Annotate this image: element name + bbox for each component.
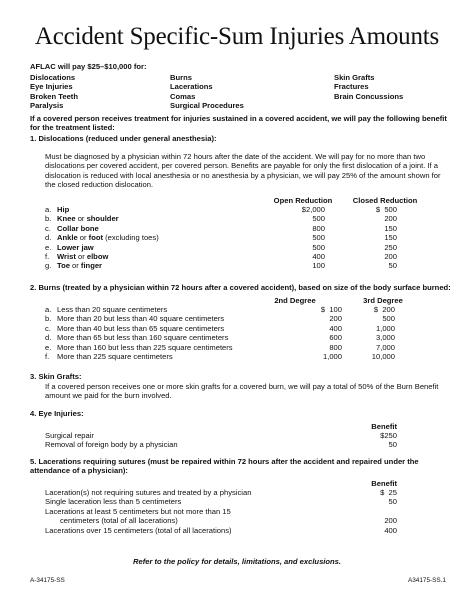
dislocation-row: [45, 252, 450, 261]
laceration-row: [45, 497, 397, 506]
row-label: [57, 261, 102, 270]
closed-reduction-value: 50: [388, 261, 397, 271]
row-letter: d.: [45, 233, 52, 243]
row-letter: f.: [45, 351, 50, 361]
injury-column-3: [334, 73, 403, 101]
open-reduction-value: 100: [312, 261, 325, 271]
row-letter: b.: [45, 214, 52, 224]
dislocation-row: [45, 233, 450, 242]
page-title: Accident Specific-Sum Injuries Amounts: [34, 23, 440, 50]
benefit-value: $ 25: [380, 488, 397, 497]
row-label: Surgical repair: [45, 431, 94, 440]
row-letter: e.: [45, 242, 52, 252]
injury-item: Fractures: [334, 82, 369, 92]
row-label-bold: Collar bone: [57, 223, 99, 233]
burn-row: [45, 343, 450, 352]
second-degree-header: 2nd Degree: [274, 296, 316, 305]
third-degree-value: $ 200: [373, 305, 395, 314]
eye-benefit-header: Benefit: [371, 422, 397, 431]
row-label-connector: or: [77, 233, 89, 243]
open-reduction-value: 400: [312, 251, 325, 261]
dislocations-heading: 1. Dislocations (reduced under general anesthesia):: [30, 134, 217, 143]
row-letter: a.: [45, 205, 52, 214]
row-letter: c.: [45, 323, 51, 333]
dislocations-description: Must be diagnosed by a physician within 72 hours after the date of the accident. We will pay for no more than two dislocations per covered accident, per covered person. Benefits are payable for only the first dislocation of a joint. If a dislocation is reduced with local anesthesia or no anesthesia by a physician, we will pay 25% of the amount shown for the closed reduction dislocation.: [45, 152, 441, 190]
injury-item: Surgical Procedures: [170, 101, 244, 111]
policy-reference-note: Refer to the policy for details, limitations, and exclusions.: [132, 557, 342, 566]
row-label-connector: or: [75, 214, 87, 224]
eye-injuries-heading: 4. Eye Injuries:: [30, 409, 84, 418]
skin-grafts-heading: 3. Skin Grafts:: [30, 372, 82, 381]
burn-row: [45, 305, 450, 314]
third-degree-value: 1,000: [375, 323, 395, 333]
burn-row: [45, 314, 450, 323]
row-label-connector: or: [69, 261, 81, 271]
row-label-bold: Ankle: [57, 233, 78, 243]
dislocation-row: [45, 243, 450, 252]
benefit-value: 50: [388, 440, 397, 450]
closed-reduction-value: 250: [384, 242, 397, 252]
lacerations-heading: 5. Lacerations requiring sutures (must be repaired within 72 hours after the accident and repaired under the attendance of a physician):: [30, 457, 419, 476]
row-label: Lacerations at least 5 centimeters but not more than 15: [45, 506, 231, 516]
second-degree-value: 600: [329, 333, 342, 343]
row-letter: d.: [45, 333, 52, 343]
injury-item: Skin Grafts: [334, 73, 375, 82]
second-degree-value: 400: [329, 323, 342, 333]
injury-item: Lacerations: [170, 82, 213, 92]
third-degree-value: 7,000: [375, 342, 395, 352]
third-degree-value: 500: [382, 314, 395, 324]
row-label-note: (excluding toes): [103, 233, 159, 243]
eye-injury-row: [45, 431, 397, 440]
closed-reduction-value: 200: [384, 251, 397, 261]
benefit-value: 200: [384, 516, 397, 526]
row-label: Single laceration less than 5 centimeters: [45, 497, 182, 507]
row-label: Laceration(s) not requiring sutures and treated by a physician: [45, 488, 252, 497]
dislocation-row: [45, 205, 450, 214]
row-letter: f.: [45, 251, 50, 261]
row-label: [57, 252, 108, 261]
row-label-bold: Knee: [57, 214, 76, 224]
row-label: [57, 224, 99, 233]
laceration-benefit-header: Benefit: [371, 479, 397, 488]
injury-column-2: [170, 73, 244, 111]
benefit-statement: If a covered person receives treatment for injuries sustained in a covered accident, we will pay the following benefit for the treatment listed:: [30, 114, 447, 133]
laceration-row: [45, 526, 397, 535]
row-label: More than 65 but less than 160 square centimeters: [57, 333, 229, 343]
row-label: Less than 20 square centimeters: [57, 305, 168, 314]
injury-item: Burns: [170, 73, 192, 82]
closed-reduction-value: $ 500: [375, 205, 397, 214]
third-degree-value: 10,000: [371, 351, 395, 361]
row-label: More than 225 square centimeters: [57, 351, 173, 361]
eye-injury-row: [45, 440, 397, 449]
closed-reduction-header: Closed Reduction: [352, 196, 418, 205]
row-label-continued: centimeters (total of all lacerations): [60, 516, 178, 526]
injury-item: Brain Concussions: [334, 91, 404, 101]
row-letter: e.: [45, 342, 52, 352]
dislocations-table: [45, 205, 450, 271]
row-letter: a.: [45, 305, 52, 314]
laceration-row: [45, 488, 397, 497]
closed-reduction-value: 150: [384, 223, 397, 233]
row-label-bold: Lower jaw: [57, 242, 94, 252]
row-letter: g.: [45, 261, 52, 271]
closed-reduction-value: 150: [384, 233, 397, 243]
burn-row: [45, 324, 450, 333]
intro-text: AFLAC will pay $25–$10,000 for:: [30, 62, 147, 71]
second-degree-value: 800: [329, 342, 342, 352]
form-number-left: A-34175-SS: [30, 577, 65, 584]
burn-row: [45, 352, 450, 361]
dislocation-row: [45, 214, 450, 223]
burns-table: [45, 305, 450, 361]
row-label: [57, 214, 119, 223]
open-reduction-value: 500: [312, 242, 325, 252]
lacerations-table: [45, 488, 397, 535]
benefit-value: 400: [384, 525, 397, 535]
dislocation-row: [45, 261, 450, 270]
row-label: [57, 205, 69, 214]
skin-grafts-description: If a covered person receives one or more skin grafts for a covered burn, we will pay a total of 50% of the Burn Benefit amount we paid for the burn involved.: [45, 382, 439, 401]
burn-row: [45, 333, 450, 342]
form-number-right: A34175-SS.1: [407, 577, 446, 584]
row-label-bold: Toe: [57, 261, 70, 271]
row-label-bold: foot: [88, 233, 104, 243]
injury-item: Broken Teeth: [30, 91, 78, 101]
open-reduction-header: Open Reduction: [273, 196, 333, 205]
open-reduction-value: 800: [312, 223, 325, 233]
benefit-value: 50: [388, 497, 397, 507]
row-label: More than 40 but less than 65 square centimeters: [57, 323, 225, 333]
injury-column-1: [30, 73, 78, 111]
row-label-bold: elbow: [86, 251, 109, 261]
injury-item: Dislocations: [30, 73, 76, 82]
row-label-bold: shoulder: [86, 214, 119, 224]
row-label-bold: finger: [80, 261, 103, 271]
row-letter: b.: [45, 314, 52, 324]
injury-item: Paralysis: [30, 101, 64, 111]
burns-heading: 2. Burns (treated by a physician within 72 hours after a covered accident), based on size of the body surface burned:: [30, 283, 451, 292]
row-label-connector: or: [75, 251, 87, 261]
row-label-bold: Hip: [57, 205, 70, 214]
open-reduction-value: 500: [312, 233, 325, 243]
closed-reduction-value: 200: [384, 214, 397, 224]
row-label-bold: Wrist: [57, 251, 76, 261]
benefit-value: $250: [380, 431, 397, 440]
open-reduction-value: 500: [312, 214, 325, 224]
third-degree-value: 3,000: [375, 333, 395, 343]
dislocation-row: [45, 224, 450, 233]
row-label: More than 160 but less than 225 square centimeters: [57, 342, 233, 352]
third-degree-header: 3rd Degree: [363, 296, 403, 305]
row-label: [57, 233, 159, 242]
eye-injuries-table: [45, 431, 397, 450]
second-degree-value: 1,000: [322, 351, 342, 361]
injury-item: Eye Injuries: [30, 82, 73, 92]
second-degree-value: $ 100: [320, 305, 342, 314]
injury-item: Comas: [170, 91, 196, 101]
row-letter: c.: [45, 223, 51, 233]
row-label: [57, 243, 94, 252]
open-reduction-value: $2,000: [301, 205, 325, 214]
row-label: More than 20 but less than 40 square centimeters: [57, 314, 225, 324]
row-label: Removal of foreign body by a physician: [45, 440, 178, 450]
row-label: Lacerations over 15 centimeters (total of all lacerations): [45, 525, 232, 535]
second-degree-value: 200: [329, 314, 342, 324]
laceration-row: [45, 507, 397, 526]
